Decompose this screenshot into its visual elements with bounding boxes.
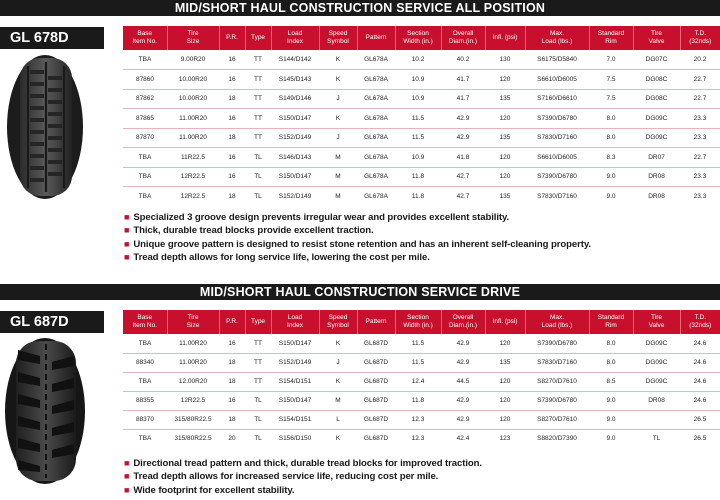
table-cell: 12.3: [395, 410, 441, 429]
column-header: Speed Symbol: [319, 26, 357, 50]
table-cell: TL: [245, 429, 271, 448]
table-cell: [633, 410, 680, 429]
table-cell: TT: [254, 56, 262, 63]
table-cell: 42.9: [441, 353, 485, 372]
feature-text: Tread depth allows for increased service life, reducing cost per mile.: [133, 471, 439, 483]
table-cell: DR08: [633, 391, 680, 410]
table-row: [123, 167, 720, 187]
table-cell: TBA: [123, 429, 167, 448]
column-header: Type: [245, 310, 271, 334]
table-cell: TBA: [123, 148, 167, 168]
table-cell: 11.8: [395, 187, 441, 207]
table-cell: 10.2: [411, 56, 425, 63]
table-cell: DG09C: [633, 128, 680, 148]
table-cell: DR07: [633, 148, 680, 168]
table-cell: DG09C: [645, 339, 668, 347]
feature-item: [124, 470, 482, 483]
table-cell: TBA: [138, 339, 152, 347]
table-cell: S152/D149: [271, 353, 319, 372]
table-cell: 18: [219, 187, 245, 207]
feature-list-gl678d: [124, 211, 591, 264]
table-cell: M: [319, 391, 357, 410]
table-cell: DG09C: [633, 353, 680, 372]
table-cell: 41.7: [441, 89, 485, 109]
table-cell: 12.00R20: [167, 372, 219, 391]
table-cell: K: [319, 372, 357, 391]
column-header: Overall Diam.(in.): [441, 26, 485, 50]
table-cell: S6610/D6005: [525, 70, 589, 90]
table-row: [123, 89, 720, 109]
feature-item: [124, 224, 591, 237]
table-cell: S154/D151: [271, 372, 319, 391]
feature-text: Wide footprint for excellent stability.: [133, 484, 295, 496]
table-cell: 11.00R20: [167, 353, 219, 372]
table-cell: 88370: [123, 410, 167, 429]
table-row: [123, 353, 720, 372]
table-cell: 9.0: [589, 167, 633, 187]
model-label-gl678d: GL 678D: [0, 27, 104, 49]
table-cell: 10.9: [395, 89, 441, 109]
table-cell: S7390/D6780: [525, 109, 589, 129]
bullet-icon: ■: [124, 484, 130, 495]
table-cell: 42.9: [456, 339, 470, 347]
table-cell: 16: [228, 56, 236, 63]
table-cell: 24.6: [693, 339, 707, 347]
table-cell: DG09C: [633, 109, 680, 129]
table-cell: 22.7: [680, 89, 720, 109]
table-cell: 16: [219, 391, 245, 410]
table-cell: GL687D: [357, 429, 395, 448]
table-cell: 16: [219, 167, 245, 187]
table-cell: S150/D147: [271, 391, 319, 410]
table-cell: 120: [485, 410, 525, 429]
table-cell: 120: [499, 339, 511, 347]
table-cell: 18: [219, 353, 245, 372]
bullet-icon: ■: [124, 471, 130, 482]
table-cell: 135: [485, 128, 525, 148]
table-body: [123, 334, 720, 448]
table-cell: 11.8: [395, 167, 441, 187]
table-cell: 41.8: [441, 148, 485, 168]
table-cell: 9.00R20: [180, 56, 206, 63]
table-cell: 42.7: [441, 187, 485, 207]
table-cell: 12R22.5: [167, 187, 219, 207]
table-cell: S8820/D7390: [525, 429, 589, 448]
column-header: Tire Valve: [633, 310, 680, 334]
table-cell: 44.5: [441, 372, 485, 391]
column-header: Tire Valve: [633, 26, 680, 50]
column-header: Tire Size: [167, 310, 219, 334]
table-cell: 11.5: [395, 109, 441, 129]
table-cell: 120: [485, 391, 525, 410]
table-cell: 123: [485, 429, 525, 448]
table-cell: TL: [245, 148, 271, 168]
table-cell: TT: [245, 109, 271, 129]
table-cell: S6175/D5840: [537, 56, 577, 63]
column-header: Base Item No.: [123, 310, 167, 334]
table-cell: 42.7: [441, 167, 485, 187]
table-cell: 16: [219, 70, 245, 90]
table-cell: S7160/D6610: [525, 89, 589, 109]
table-cell: GL678A: [357, 109, 395, 129]
column-header: Tire Size: [167, 26, 219, 50]
table-cell: GL678A: [357, 167, 395, 187]
table-cell: S7390/D6780: [525, 391, 589, 410]
table-cell: 22.7: [680, 70, 720, 90]
table-cell: 11.00R20: [179, 339, 207, 347]
table-header-row: [123, 26, 720, 50]
table-cell: 88355: [123, 391, 167, 410]
feature-item: [124, 251, 591, 264]
column-header: Standard Rim: [589, 26, 633, 50]
bullet-icon: ■: [124, 225, 130, 236]
table-cell: 24.6: [680, 353, 720, 372]
table-cell: TL: [245, 410, 271, 429]
feature-list-gl687d: [124, 457, 482, 497]
table-cell: 7.5: [589, 89, 633, 109]
table-cell: K: [335, 56, 341, 63]
table-row: [123, 70, 720, 90]
table-cell: 8.3: [589, 148, 633, 168]
table-cell: 315/80R22.5: [167, 429, 219, 448]
table-cell: 8.0: [606, 339, 616, 347]
table-cell: GL678A: [364, 56, 388, 63]
table-cell: 23.3: [680, 187, 720, 207]
table-body: [123, 50, 720, 206]
table-row: [123, 109, 720, 129]
feature-text: Thick, durable tread blocks provide excellent traction.: [133, 225, 374, 237]
table-cell: GL687D: [357, 372, 395, 391]
model-label-gl687d: GL 687D: [0, 311, 104, 333]
table-cell: TL: [245, 167, 271, 187]
table-cell: TBA: [123, 167, 167, 187]
table-cell: 12R22.5: [167, 391, 219, 410]
table-cell: S7830/D7160: [525, 187, 589, 207]
table-cell: GL678A: [357, 128, 395, 148]
tire-image-gl687d: [0, 336, 112, 486]
table-cell: 7.5: [589, 70, 633, 90]
table-cell: M: [319, 187, 357, 207]
table-cell: 18: [219, 372, 245, 391]
feature-item: [124, 211, 591, 224]
table-cell: S154/D151: [271, 410, 319, 429]
table-cell: 42.9: [441, 128, 485, 148]
table-cell: 40.2: [456, 56, 470, 63]
table-cell: TT: [245, 128, 271, 148]
table-cell: 9.0: [589, 187, 633, 207]
table-cell: S7830/D7160: [525, 353, 589, 372]
table-row: [123, 148, 720, 168]
table-cell: 11R22.5: [167, 148, 219, 168]
table-cell: TT: [254, 339, 262, 347]
table-cell: 8.0: [589, 128, 633, 148]
table-cell: S145/D143: [271, 70, 319, 90]
table-cell: 42.9: [441, 410, 485, 429]
table-cell: 26.5: [680, 410, 720, 429]
section-title-drive: MID/SHORT HAUL CONSTRUCTION SERVICE DRIVE: [0, 284, 720, 300]
table-cell: GL678A: [357, 187, 395, 207]
tire-gl687d-icon: [0, 336, 112, 486]
table-cell: TL: [245, 391, 271, 410]
feature-text: Unique groove pattern is designed to resist stone retention and has an inherent self-cleaning property.: [133, 238, 591, 250]
table-cell: S152/D149: [271, 128, 319, 148]
bullet-icon: ■: [124, 238, 130, 249]
table-cell: 18: [219, 89, 245, 109]
table-cell: GL678A: [357, 70, 395, 90]
table-cell: DG08C: [633, 70, 680, 90]
table-cell: 87870: [123, 128, 167, 148]
column-header: Max. Load (lbs.): [525, 26, 589, 50]
table-cell: TT: [245, 89, 271, 109]
table-row: [123, 50, 720, 70]
table-cell: TL: [245, 187, 271, 207]
table-cell: S150/D147: [278, 339, 312, 347]
table-cell: 88340: [123, 353, 167, 372]
table-header-row: [123, 310, 720, 334]
table-cell: L: [319, 410, 357, 429]
tire-gl678d-icon: [0, 52, 112, 202]
section-title-all-position: MID/SHORT HAUL CONSTRUCTION SERVICE ALL POSITION: [0, 0, 720, 16]
table-cell: 120: [485, 372, 525, 391]
table-cell: 130: [499, 56, 511, 63]
table-cell: 8.5: [589, 372, 633, 391]
table-cell: S150/D147: [271, 167, 319, 187]
table-cell: 12.4: [395, 372, 441, 391]
table-row: [123, 128, 720, 148]
column-header: Standard Rim: [589, 310, 633, 334]
column-header: Section Width (in.): [395, 310, 441, 334]
table-cell: S8270/D7610: [525, 410, 589, 429]
table-cell: 120: [485, 70, 525, 90]
table-cell: TBA: [138, 56, 152, 63]
table-cell: TT: [245, 372, 271, 391]
table-cell: 23.3: [680, 109, 720, 129]
table-row: [123, 187, 720, 207]
column-header: Pattern: [357, 26, 395, 50]
table-row: [123, 391, 720, 410]
table-cell: 10.00R20: [167, 70, 219, 90]
table-cell: 22.7: [680, 148, 720, 168]
table-cell: 9.0: [589, 410, 633, 429]
column-header: Base Item No.: [123, 26, 167, 50]
column-header: Overall Diam.(in.): [441, 310, 485, 334]
table-cell: TT: [245, 70, 271, 90]
table-cell: S150/D147: [271, 109, 319, 129]
table-cell: DG07C: [645, 56, 668, 63]
table-cell: 24.6: [680, 372, 720, 391]
table-cell: TBA: [123, 372, 167, 391]
table-cell: J: [319, 128, 357, 148]
table-cell: 26.5: [680, 429, 720, 448]
table-row: [123, 410, 720, 429]
table-cell: GL678A: [357, 148, 395, 168]
column-header: P.R.: [219, 26, 245, 50]
table-cell: 23.3: [680, 128, 720, 148]
column-header: Speed Symbol: [319, 310, 357, 334]
table-cell: GL678A: [357, 89, 395, 109]
table-cell: 11.5: [395, 353, 441, 372]
table-cell: S156/D150: [271, 429, 319, 448]
table-cell: S6610/D6005: [525, 148, 589, 168]
table-cell: 41.7: [441, 70, 485, 90]
table-cell: TL: [633, 429, 680, 448]
bullet-icon: ■: [124, 212, 130, 222]
column-header: Type: [245, 26, 271, 50]
table-cell: 9.0: [589, 429, 633, 448]
table-cell: 12.3: [395, 429, 441, 448]
table-cell: 18: [219, 410, 245, 429]
table-cell: DR08: [633, 167, 680, 187]
column-header: Load Index: [271, 26, 319, 50]
table-cell: 11.00R20: [167, 128, 219, 148]
table-cell: 87865: [123, 109, 167, 129]
table-cell: M: [319, 167, 357, 187]
table-cell: 42.9: [441, 109, 485, 129]
feature-text: Specialized 3 groove design prevents irregular wear and provides excellent stability.: [133, 212, 510, 223]
table-cell: GL687D: [357, 391, 395, 410]
table-cell: DG09C: [633, 372, 680, 391]
column-header: Section Width (in.): [395, 26, 441, 50]
table-cell: J: [319, 89, 357, 109]
tire-image-gl678d: [0, 52, 112, 202]
feature-item: [124, 457, 482, 470]
table-cell: 20: [219, 429, 245, 448]
column-header: Pattern: [357, 310, 395, 334]
column-header: T.D. (32nds): [680, 26, 720, 50]
table-cell: 7.0: [606, 56, 616, 63]
column-header: Max. Load (lbs.): [525, 310, 589, 334]
table-cell: 16: [219, 148, 245, 168]
column-header: P.R.: [219, 310, 245, 334]
table-cell: S7830/D7160: [525, 128, 589, 148]
table-row: [123, 372, 720, 391]
table-cell: 120: [485, 167, 525, 187]
table-cell: S8270/D7610: [525, 372, 589, 391]
bullet-icon: ■: [124, 458, 130, 468]
table-cell: 42.4: [441, 429, 485, 448]
table-cell: 135: [485, 89, 525, 109]
feature-item: [124, 484, 482, 497]
table-cell: 24.6: [680, 391, 720, 410]
column-header: Infl. (psi): [485, 26, 525, 50]
spec-table-gl678d: [123, 26, 720, 206]
table-row: [123, 429, 720, 448]
table-cell: 10.9: [395, 70, 441, 90]
feature-text: Directional tread pattern and thick, durable tread blocks for improved traction.: [133, 458, 482, 469]
spec-table-gl687d: [123, 310, 720, 448]
table-cell: 120: [485, 109, 525, 129]
table-cell: S7390/D6780: [525, 167, 589, 187]
column-header: Load Index: [271, 310, 319, 334]
table-cell: GL687D: [363, 339, 389, 347]
table-cell: TBA: [123, 187, 167, 207]
table-cell: 16: [219, 109, 245, 129]
table-cell: M: [319, 148, 357, 168]
table-cell: K: [319, 109, 357, 129]
table-cell: TT: [245, 353, 271, 372]
table-row: [123, 334, 720, 353]
feature-item: [124, 238, 591, 251]
table-cell: 135: [485, 187, 525, 207]
table-cell: K: [319, 70, 357, 90]
column-header: T.D. (32nds): [680, 310, 720, 334]
bullet-icon: ■: [124, 251, 130, 262]
table-cell: S149/D146: [271, 89, 319, 109]
table-cell: S152/D149: [271, 187, 319, 207]
table-cell: 23.3: [680, 167, 720, 187]
table-cell: 87862: [123, 89, 167, 109]
table-cell: 11.5: [411, 339, 425, 347]
feature-text: Tread depth allows for long service life, lowering the cost per mile.: [133, 251, 430, 263]
table-cell: DG08C: [633, 89, 680, 109]
table-cell: S144/D142: [278, 56, 312, 63]
table-cell: S146/D143: [271, 148, 319, 168]
table-cell: 120: [485, 148, 525, 168]
table-cell: 8.0: [589, 353, 633, 372]
column-header: Infl. (psi): [485, 310, 525, 334]
table-cell: GL687D: [357, 353, 395, 372]
table-cell: 11.00R20: [167, 109, 219, 129]
table-cell: 9.0: [589, 391, 633, 410]
table-cell: S7390/D6780: [537, 339, 577, 347]
table-cell: J: [319, 353, 357, 372]
table-cell: 11.5: [395, 128, 441, 148]
table-cell: 315/80R22.5: [167, 410, 219, 429]
table-cell: 42.9: [441, 391, 485, 410]
table-cell: 11.8: [395, 391, 441, 410]
table-cell: K: [319, 429, 357, 448]
table-cell: DR08: [633, 187, 680, 207]
table-cell: 87860: [123, 70, 167, 90]
table-cell: K: [335, 339, 341, 347]
table-cell: 10.00R20: [167, 89, 219, 109]
table-cell: 18: [219, 128, 245, 148]
table-cell: 16: [228, 339, 236, 347]
table-cell: GL687D: [357, 410, 395, 429]
table-cell: 10.9: [395, 148, 441, 168]
table-cell: 20.2: [693, 56, 707, 63]
table-cell: 8.0: [589, 109, 633, 129]
table-cell: 135: [485, 353, 525, 372]
table-cell: 12R22.5: [167, 167, 219, 187]
